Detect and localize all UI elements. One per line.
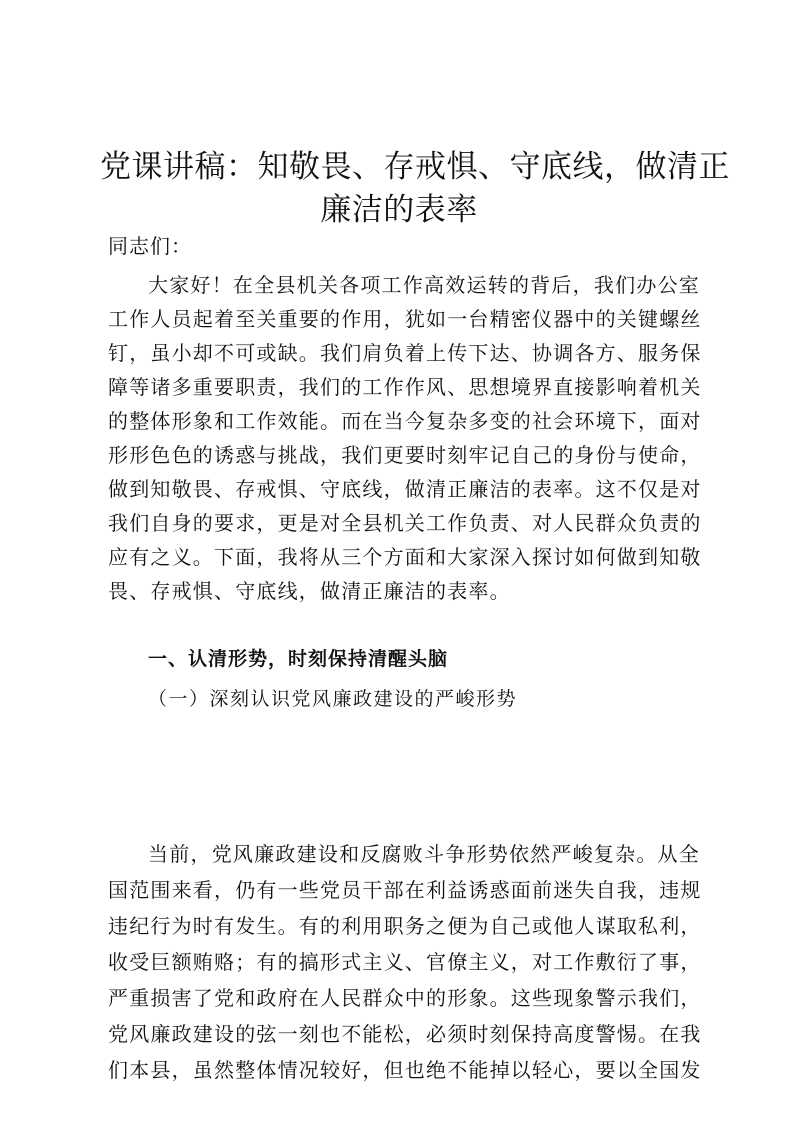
paragraph-line: 障等诸多重要职责，我们的工作作风、思想境界直接影响着机关: [108, 375, 702, 399]
paragraph-line: 畏、存戒惧、守底线，做清正廉洁的表率。: [108, 579, 511, 603]
paragraph-line: 的整体形象和工作效能。而在当今复杂多变的社会环境下，面对: [108, 409, 702, 433]
document-title: [100, 146, 730, 232]
section-heading: 一、认清形势，时刻保持清醒头脑: [148, 648, 449, 670]
paragraph-line: 当前，党风廉政建设和反腐败斗争形势依然严峻复杂。从全: [148, 842, 700, 866]
title-line: 廉洁的表率: [320, 192, 478, 228]
intro-paragraph: [108, 268, 700, 608]
subsection-heading: （一）深刻认识党风廉政建设的严峻形势: [148, 688, 518, 710]
paragraph-line: 收受巨额贿赂；有的搞形式主义、官僚主义，对工作敷衍了事，: [108, 950, 702, 974]
paragraph-line: 严重损害了党和政府在人民群众中的形象。这些现象警示我们，: [108, 986, 702, 1010]
paragraph-line: 党风廉政建设的弦一刻也不能松，必须时刻保持高度警惕。在我: [108, 1022, 702, 1046]
body-paragraph: [108, 836, 700, 1088]
title-line: 党课讲稿：知敬畏、存戒惧、守底线，做清正: [100, 149, 730, 185]
salutation: 同志们：: [108, 234, 192, 258]
paragraph-line: 工作人员起着至关重要的作用，犹如一台精密仪器中的关键螺丝: [108, 307, 702, 331]
paragraph-line: 钉，虽小却不可或缺。我们肩负着上传下达、协调各方、服务保: [108, 341, 702, 365]
paragraph-line: 大家好！在全县机关各项工作高效运转的背后，我们办公室: [148, 273, 700, 297]
paragraph-line: 违纪行为时有发生。有的利用职务之便为自己或他人谋取私利，: [108, 914, 702, 938]
paragraph-line: 形形色色的诱惑与挑战，我们更要时刻牢记自己的身份与使命，: [108, 443, 702, 467]
paragraph-line: 做到知敬畏、存戒惧、守底线，做清正廉洁的表率。这不仅是对: [108, 477, 702, 501]
paragraph-line: 国范围来看，仍有一些党员干部在利益诱惑面前迷失自我，违规: [108, 878, 702, 902]
paragraph-line: 我们自身的要求，更是对全县机关工作负责、对人民群众负责的: [108, 511, 702, 535]
paragraph-line: 应有之义。下面，我将从三个方面和大家深入探讨如何做到知敬: [108, 545, 702, 569]
paragraph-line: 们本县，虽然整体情况较好，但也绝不能掉以轻心，要以全国发: [108, 1058, 702, 1082]
